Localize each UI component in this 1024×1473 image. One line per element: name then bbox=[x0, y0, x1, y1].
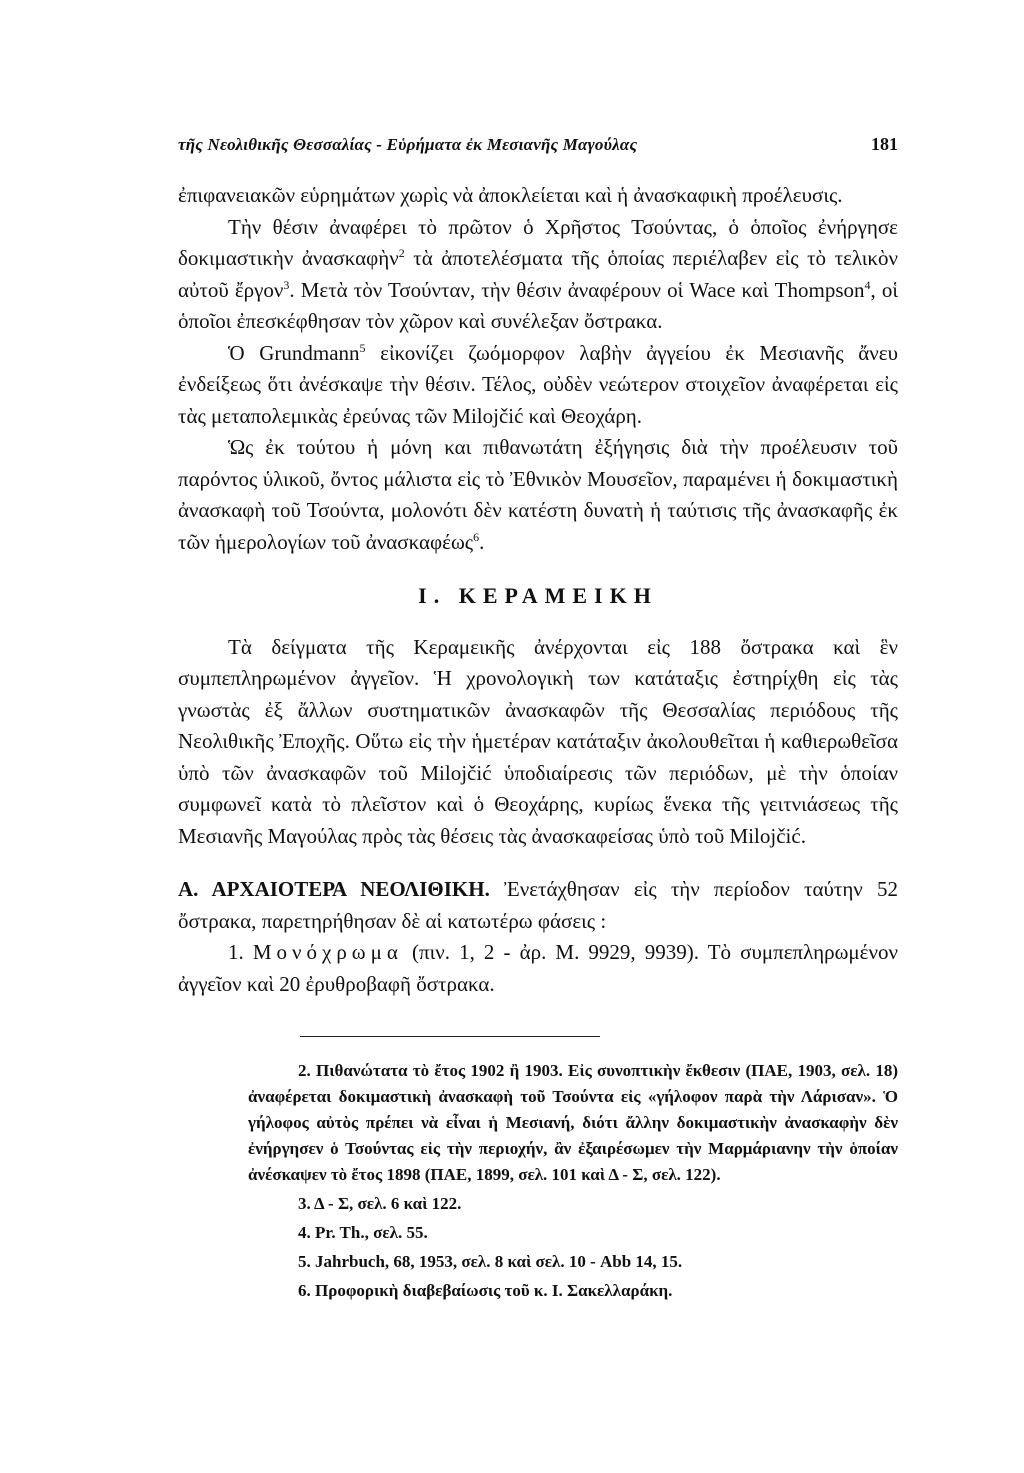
section-heading: Ι. ΚΕΡΑΜΕΙΚΗ bbox=[418, 583, 658, 608]
list-item-1-number: 1. bbox=[228, 940, 244, 964]
running-header bbox=[178, 134, 898, 155]
subsection-a-text: Ἐνετάχθησαν εἰς τὴν περίοδον ταύτην 52 ὄστρακα, παρετηρήθησαν δὲ αἱ κατωτέρω φάσεις : bbox=[178, 877, 898, 933]
running-title: τῆς Νεολιθικῆς Θεσσαλίας - Εὑρήματα ἐκ Μεσιανῆς Μαγούλας bbox=[178, 135, 638, 154]
paragraph-4 bbox=[178, 432, 898, 558]
paragraph-4-text-b: . bbox=[479, 529, 485, 554]
footnotes bbox=[248, 1058, 898, 1307]
paragraph-2-text-d: , οἱ ὁποῖοι ἐπεσκέφθησαν τὸν χῶρον καὶ συνέλεξαν ὄστρακα. bbox=[178, 277, 899, 333]
footnote-mark-3: 3 bbox=[283, 277, 290, 292]
page-number: 181 bbox=[871, 134, 898, 154]
paragraph-3 bbox=[178, 338, 898, 433]
paragraph-2-text-c: . Μετὰ τὸν Τσούνταν, τὴν θέσιν ἀναφέρουν οἱ Wace καὶ Thompson bbox=[289, 277, 865, 302]
footnote-2: 2. Πιθανώτατα τὸ ἔτος 1902 ἢ 1903. Εἰς συνοπτικὴν ἔκθεσιν (ΠΑΕ, 1903, σελ. 18) ἀναφέρεται δοκιμαστικὴ ἀνασκαφὴ τοῦ Τσούντα εἰς «γήλοφον παρὰ τὴν Λάρισαν». Ὁ γήλοφος αὐτὸς πρέπει νὰ εἶναι ἡ Μεσιανή, διότι ἄλλην δοκιμαστικὴν ἀνασκαφὴν δὲν ἐνήργησεν ὁ Τσούντας εἰς τὴν περιοχήν, ἂν ἐξαιρέσωμεν τὴν Μαρμάριανην τὴν ὁποίαν ἀνέσκαψεν τὸ ἔτος 1898 (ΠΑΕ, 1899, σελ. 101 καὶ Δ - Σ, σελ. 122). bbox=[248, 1061, 898, 1184]
footnote-mark-2: 2 bbox=[398, 246, 405, 260]
footnote-5: 5. Jahrbuch, 68, 1953, σελ. 8 καὶ σελ. 10 - Abb 14, 15. bbox=[298, 1252, 683, 1271]
footnote-6: 6. Προφορικὴ διαβεβαίωσις τοῦ κ. Ι. Σακελλαράκη. bbox=[298, 1281, 673, 1300]
paragraph-5-text: Τὰ δείγματα τῆς Κεραμεικῆς ἀνέρχονται εἰς 188 ὄστρακα καὶ ἓν συμπεπληρωμένον ἀγγεῖον. Ἡ χρονολογικὴ των κατάταξις ἐστηρίχθη εἰς τὰς γνωστὰς ἐξ ἄλλων συστηματικῶν ἀνασκαφῶν τῆς Θεσσαλίας περιόδους τῆς Νεολιθικῆς Ἐποχῆς. Οὕτω εἰς τὴν ἡμετέραν κατάταξιν ἀκολουθεῖται ἡ καθιερωθεῖσα ὑπὸ τῶν ἀνασκαφῶν τοῦ Milojčić ὑποδιαίρεσις τῶν περιόδων, μὲ τὴν ὁποίαν συμφωνεῖ κατὰ τὸ πλεῖστον καὶ ὁ Θεοχάρης, κυρίως ἕνεκα τῆς γειτνιάσεως τῆς Μεσιανῆς Μαγούλας πρὸς τὰς θέσεις τὰς ἀνασκαφείσας ὑπὸ τοῦ Milojčić. bbox=[178, 634, 898, 848]
paragraph-2 bbox=[178, 212, 898, 338]
paragraph-2-text-b: τὰ ἀποτελέσματα τῆς ὁποίας περιέλαβεν εἰς τὸ τελικὸν αὐτοῦ ἔργον bbox=[178, 246, 898, 302]
list-item-1-text: (πιν. 1, 2 - ἀρ. Μ. 9929, 9939). Τὸ συμπεπληρωμένον ἀγγεῖον καὶ 20 ἐρυθροβαφῆ ὄστρακα. bbox=[178, 940, 898, 996]
footnote-divider bbox=[300, 1036, 600, 1037]
footnote-mark-5: 5 bbox=[359, 340, 366, 355]
paragraph-1-text: ἐπιφανειακῶν εὑρημάτων χωρὶς νὰ ἀποκλείεται καὶ ἡ ἀνασκαφικὴ προέλευσις. bbox=[178, 183, 843, 207]
paragraph-3-text-a: Ὁ Grundmann bbox=[228, 340, 360, 365]
footnote-4: 4. Pr. Th., σελ. 55. bbox=[298, 1223, 428, 1242]
body-text bbox=[178, 180, 898, 1000]
list-item-1-term: Μονόχρωμα bbox=[252, 940, 403, 964]
footnote-3: 3. Δ - Σ, σελ. 6 καὶ 122. bbox=[298, 1194, 462, 1213]
footnote-mark-6: 6 bbox=[473, 529, 480, 544]
paragraph-4-text-a: Ὡς ἐκ τούτου ἡ μόνη και πιθανωτάτη ἐξήγησις διὰ τὴν προέλευσιν τοῦ παρόντος ὑλικοῦ, ὄντος μάλιστα εἰς τὸ Ἐθνικὸν Μουσεῖον, παραμένει ἡ δοκιμαστικὴ ἀνασκαφὴ τοῦ Τσούντα, μολονότι δὲν κατέστη δυνατὴ ἡ ταύτισις τῆς ἀνασκαφῆς ἐκ τῶν ἡμερολογίων τοῦ ἀνασκαφέως bbox=[178, 435, 898, 554]
paragraph-2-text-a: Τὴν θέσιν ἀναφέρει τὸ πρῶτον ὁ Χρῆστος Τσούντας, ὁ ὁποῖος ἐνήργησε δοκιμαστικὴν ἀνασκαφὴν bbox=[178, 214, 898, 270]
subsection-a bbox=[178, 874, 898, 937]
paragraph-1 bbox=[178, 180, 898, 212]
subsection-a-label: Α. ΑΡΧΑΙΟΤΕΡΑ ΝΕΟΛΙΘΙΚΗ. bbox=[178, 877, 490, 901]
paragraph-3-text-b: εἰκονίζει ζωόμορφον λαβὴν ἀγγείου ἐκ Μεσιανῆς ἄνευ ἐνδείξεως ὅτι ἀνέσκαψε τὴν θέσιν. Τέλος, οὐδὲν νεώτερον στοιχεῖον ἀναφέρεται εἰς τὰς μεταπολεμικὰς ἐρεύνας τῶν Milojčić καὶ Θεοχάρη. bbox=[178, 340, 898, 428]
paragraph-5 bbox=[178, 632, 898, 853]
footnote-mark-4: 4 bbox=[864, 277, 871, 292]
list-item-1 bbox=[178, 937, 898, 1000]
